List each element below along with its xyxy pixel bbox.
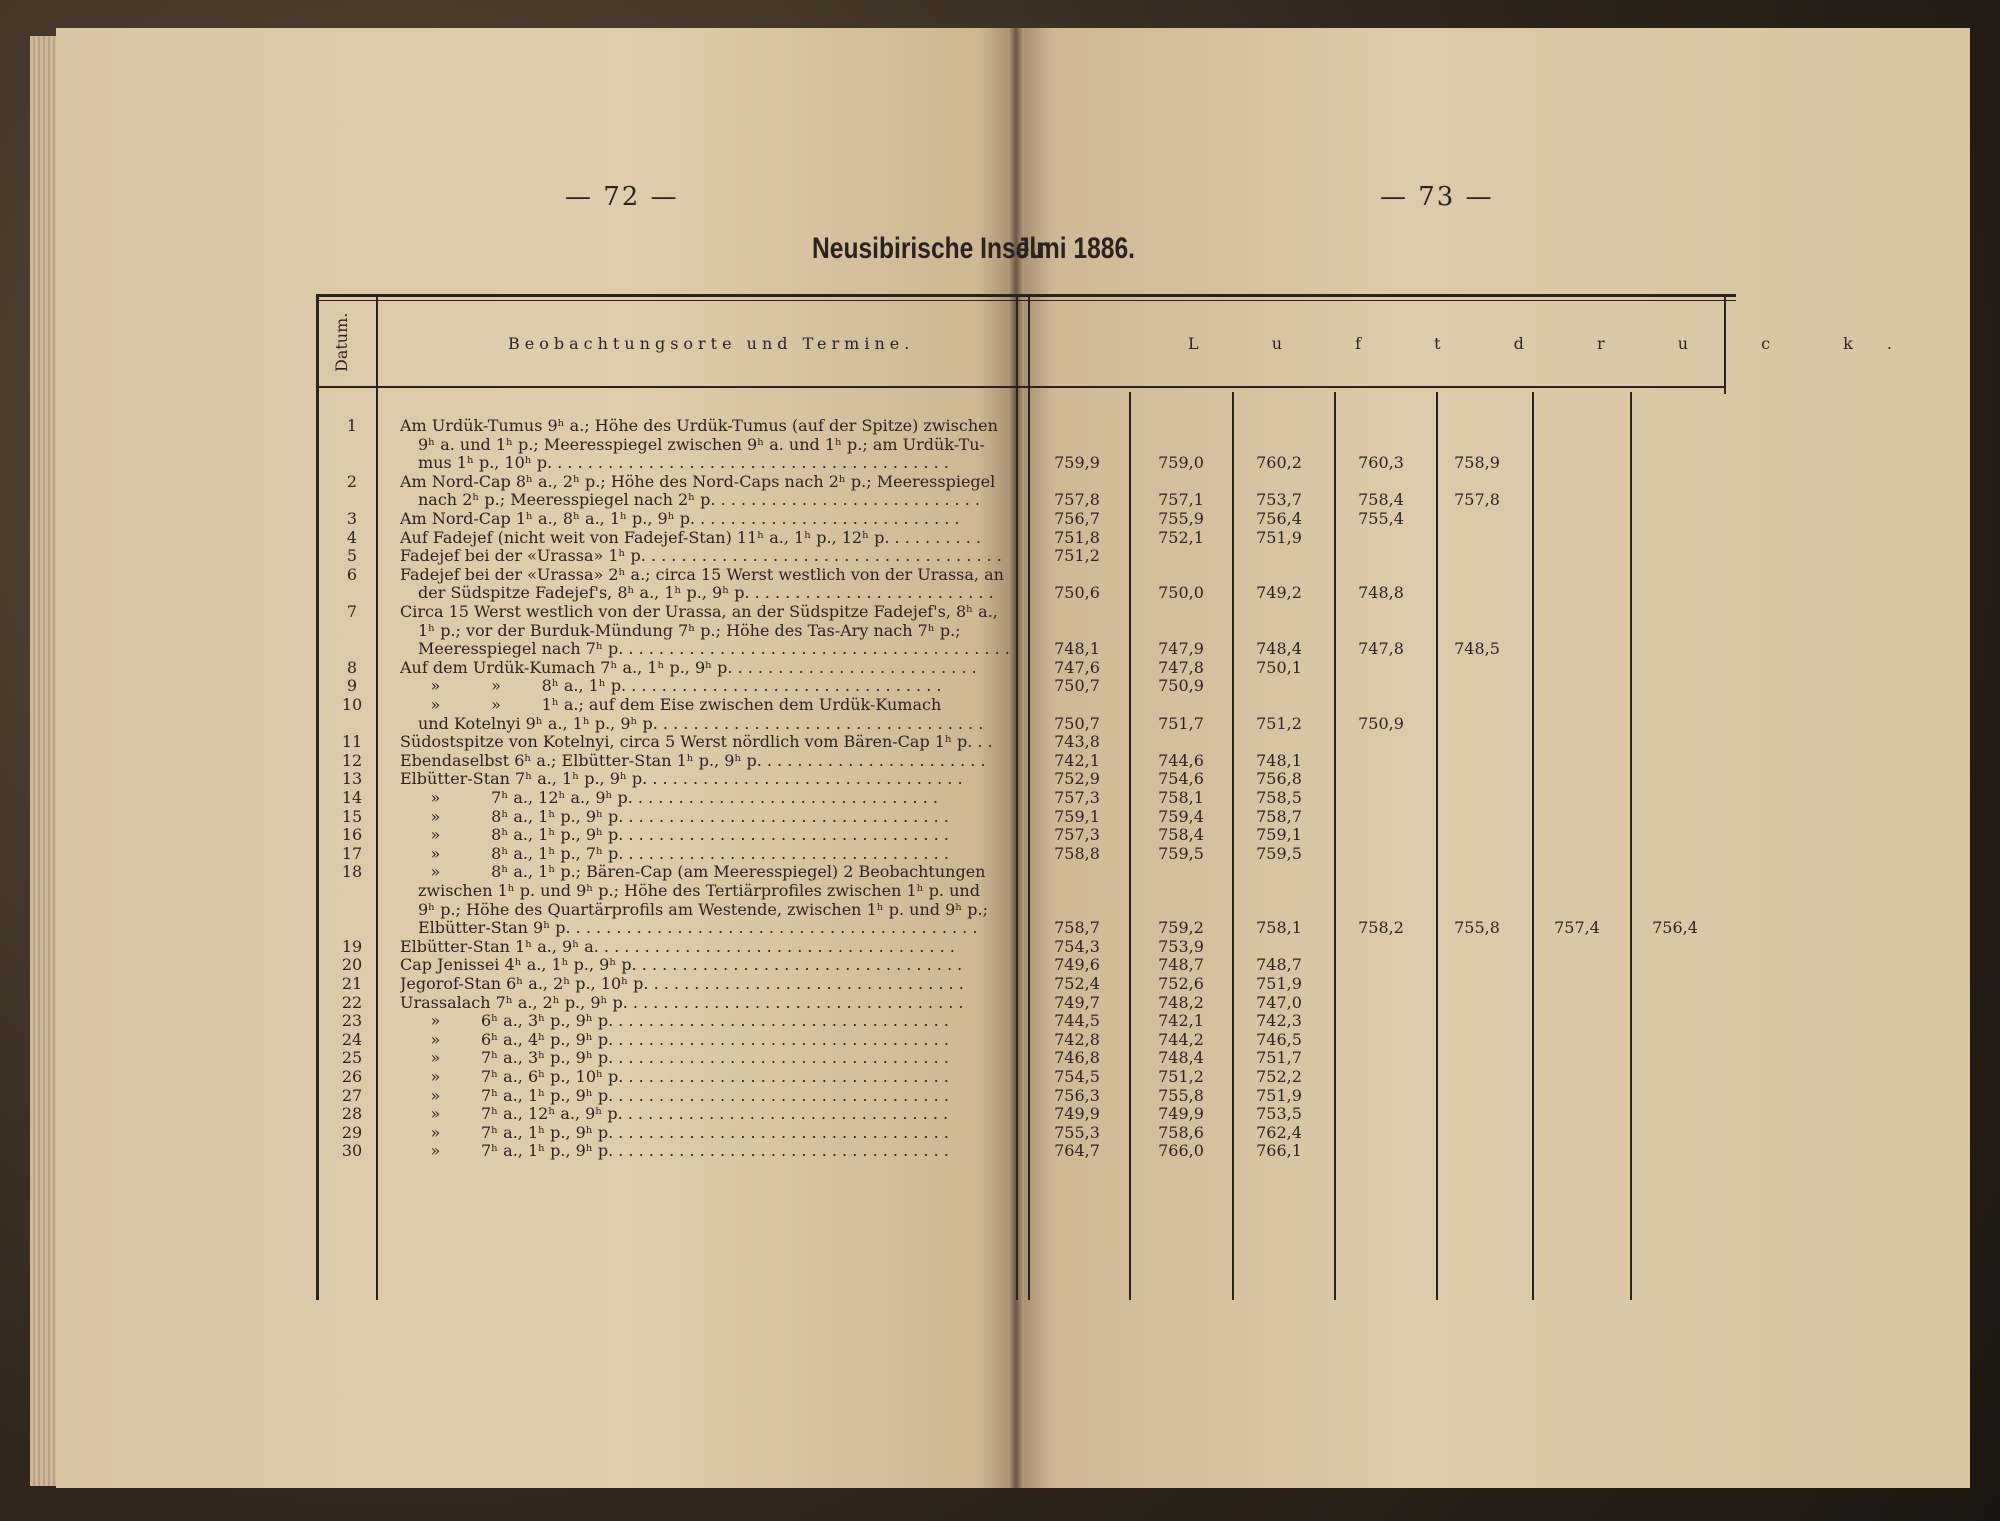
pressure-value: 755,9 [1158, 509, 1204, 528]
row-number: 18 [341, 862, 363, 882]
row-description: der Südspitze Fadejef's, 8ʰ a., 1ʰ p., 9ʰ p. . . . . . . . . . . . . . . . . . . . . . . . . [418, 583, 994, 603]
table-top-rule [316, 294, 1736, 297]
right-page-title: Juni 1886. [1016, 232, 1135, 265]
pressure-value: 752,1 [1158, 527, 1204, 547]
row-number: 21 [341, 974, 363, 993]
row-description: Fadejef bei der «Urassa» 2ʰ a.; circa 15 Werst westlich von der Urassa, an [400, 564, 1004, 584]
row-description: » 7ʰ a., 12ʰ a., 9ʰ p. . . . . . . . . . . . . . . . . . . . . . . . . . . . . . . [400, 788, 938, 807]
pressure-value: 746,8 [1054, 1048, 1100, 1068]
pressure-value: 764,7 [1054, 1141, 1100, 1161]
row-description: Am Nord-Cap 8ʰ a., 2ʰ p.; Höhe des Nord-Caps nach 2ʰ p.; Meeresspiegel [400, 471, 996, 491]
row-description: » 6ʰ a., 4ʰ p., 9ʰ p. . . . . . . . . . . . . . . . . . . . . . . . . . . . . . . . . . [400, 1029, 949, 1049]
row-description: Ebendaselbst 6ʰ a.; Elbütter-Stan 1ʰ p., 9ʰ p. . . . . . . . . . . . . . . . . . . . . . . [400, 750, 986, 770]
table-left-border [316, 294, 319, 1300]
pressure-value: 766,1 [1256, 1141, 1302, 1161]
row-description: » 8ʰ a., 1ʰ p., 9ʰ p. . . . . . . . . . . . . . . . . . . . . . . . . . . . . . . . . [400, 806, 949, 826]
row-number: 15 [341, 806, 363, 826]
left-page-number: — 72 — [565, 182, 679, 212]
row-description: zwischen 1ʰ p. und 9ʰ p.; Höhe des Tertiärprofiles zwischen 1ʰ p. und [418, 881, 980, 900]
pressure-value: 755,4 [1358, 509, 1404, 528]
pressure-value: 758,9 [1454, 453, 1500, 473]
pressure-value: 757,3 [1054, 788, 1100, 807]
pressure-value: 756,8 [1256, 769, 1302, 789]
pressure-value: 754,3 [1054, 936, 1100, 956]
pressure-value: 750,9 [1158, 676, 1204, 696]
row-description: 1ʰ p.; vor der Burduk-Mündung 7ʰ p.; Höhe des Tas-Ary nach 7ʰ p.; [418, 620, 961, 640]
pressure-value: 747,0 [1256, 992, 1302, 1012]
pressure-value: 759,4 [1158, 806, 1204, 826]
row-description: » » 8ʰ a., 1ʰ p. . . . . . . . . . . . . . . . . . . . . . . . . . . . . . . . [400, 676, 942, 696]
row-number: 22 [341, 992, 363, 1012]
row-description: » 7ʰ a., 6ʰ p., 10ʰ p. . . . . . . . . . . . . . . . . . . . . . . . . . . . . . . . . [400, 1067, 949, 1086]
pressure-value: 742,3 [1256, 1011, 1302, 1031]
row-description: Jegorof-Stan 6ʰ a., 2ʰ p., 10ʰ p. . . . . . . . . . . . . . . . . . . . . . . . . . . . . . . . [400, 974, 964, 993]
pressure-value: 744,6 [1158, 750, 1204, 770]
row-number: 9 [346, 676, 358, 696]
row-description: Urassalach 7ʰ a., 2ʰ p., 9ʰ p. . . . . . . . . . . . . . . . . . . . . . . . . . . . . . . . . . [400, 992, 964, 1012]
pressure-value: 751,2 [1256, 713, 1302, 733]
pressure-value: 751,7 [1256, 1048, 1302, 1068]
row-description: » 6ʰ a., 3ʰ p., 9ʰ p. . . . . . . . . . . . . . . . . . . . . . . . . . . . . . . . . . [400, 1011, 949, 1031]
value-col-rule [1630, 392, 1632, 1300]
pressure-value: 748,7 [1158, 955, 1204, 975]
pressure-value: 751,2 [1054, 546, 1100, 566]
row-description: Auf dem Urdük-Kumach 7ʰ a., 1ʰ p., 9ʰ p. . . . . . . . . . . . . . . . . . . . . . . . . [400, 657, 977, 677]
pressure-value: 757,8 [1454, 490, 1500, 510]
row-description: Am Nord-Cap 1ʰ a., 8ʰ a., 1ʰ p., 9ʰ p. . . . . . . . . . . . . . . . . . . . . . . . . . . [400, 509, 960, 528]
pressure-value: 747,8 [1358, 639, 1404, 659]
pressure-value: 758,5 [1256, 788, 1302, 807]
row-description: » » 1ʰ a.; auf dem Eise zwischen dem Urdük-Kumach [400, 695, 942, 714]
pressure-value: 753,9 [1158, 936, 1204, 956]
pressure-value: 756,3 [1054, 1085, 1100, 1105]
pressure-value: 751,9 [1256, 527, 1302, 547]
row-description: » 8ʰ a., 1ʰ p., 9ʰ p. . . . . . . . . . . . . . . . . . . . . . . . . . . . . . . . . [400, 825, 949, 845]
pressure-value: 759,2 [1158, 918, 1204, 938]
pressure-value: 757,8 [1054, 490, 1100, 510]
pressure-value: 751,2 [1158, 1067, 1204, 1086]
pressure-value: 756,4 [1256, 509, 1302, 528]
pressure-value: 751,9 [1256, 974, 1302, 993]
pressure-value: 758,8 [1054, 843, 1100, 863]
pressure-value: 751,7 [1158, 713, 1204, 733]
pressure-value: 757,3 [1054, 825, 1100, 845]
row-description: Elbütter-Stan 7ʰ a., 1ʰ p., 9ʰ p. . . . . . . . . . . . . . . . . . . . . . . . . . . . . . . . [400, 769, 963, 789]
pressure-value: 756,7 [1054, 509, 1100, 528]
pressure-value: 748,8 [1358, 583, 1404, 603]
pressure-value: 750,0 [1158, 583, 1204, 603]
row-number: 19 [341, 936, 363, 956]
pressure-value: 762,4 [1256, 1122, 1302, 1142]
pressure-value: 748,4 [1256, 639, 1302, 659]
row-number: 8 [346, 657, 358, 677]
pressure-value: 759,5 [1158, 843, 1204, 863]
pressure-value: 749,7 [1054, 992, 1100, 1012]
pressure-value: 749,9 [1158, 1104, 1204, 1124]
row-description: Fadejef bei der «Urassa» 1ʰ p. . . . . . . . . . . . . . . . . . . . . . . . . . . . . . . . . . . . [400, 546, 1002, 566]
row-number: 2 [346, 471, 358, 491]
row-description: Meeresspiegel nach 7ʰ p. . . . . . . . . . . . . . . . . . . . . . . . . . . . . . . . . . . . . . . [418, 639, 1010, 659]
value-col-rule [1129, 392, 1131, 1300]
pressure-value: 756,4 [1652, 918, 1698, 938]
pressure-value: 749,6 [1054, 955, 1100, 975]
pressure-value: 760,3 [1358, 453, 1404, 473]
row-number: 17 [341, 843, 363, 863]
row-description: Am Urdük-Tumus 9ʰ a.; Höhe des Urdük-Tumus (auf der Spitze) zwischen [400, 416, 998, 435]
row-number: 7 [346, 602, 358, 621]
row-number: 20 [341, 955, 363, 975]
pressure-value: 749,2 [1256, 583, 1302, 603]
row-number: 29 [341, 1122, 363, 1142]
row-description: » 7ʰ a., 3ʰ p., 9ʰ p. . . . . . . . . . . . . . . . . . . . . . . . . . . . . . . . . . [400, 1048, 949, 1068]
pressure-value: 755,8 [1158, 1085, 1204, 1105]
row-number: 27 [341, 1085, 363, 1105]
pressure-value: 742,8 [1054, 1029, 1100, 1049]
pressure-value: 752,2 [1256, 1067, 1302, 1086]
pressure-value: 754,5 [1054, 1067, 1100, 1086]
row-description: » 8ʰ a., 1ʰ p., 7ʰ p. . . . . . . . . . . . . . . . . . . . . . . . . . . . . . . . . [400, 843, 949, 863]
pressure-value: 748,5 [1454, 639, 1500, 659]
row-description: Elbütter-Stan 9ʰ p. . . . . . . . . . . . . . . . . . . . . . . . . . . . . . . . . . . . . . . . . [418, 918, 978, 938]
pressure-value: 755,3 [1054, 1122, 1100, 1142]
pressure-value: 759,5 [1256, 843, 1302, 863]
left-page-title: Neusibirische Inseln [812, 232, 1052, 265]
header-bottom-rule [316, 386, 1726, 388]
row-description: Auf Fadejef (nicht weit von Fadejef-Stan) 11ʰ a., 1ʰ p., 12ʰ p. . . . . . . . . . [400, 527, 981, 547]
row-description: Circa 15 Werst westlich von der Urassa, an der Südspitze Fadejef's, 8ʰ a., [400, 602, 998, 621]
pressure-value: 746,5 [1256, 1029, 1302, 1049]
row-number: 11 [341, 732, 363, 752]
pressure-value: 757,1 [1158, 490, 1204, 510]
pressure-value: 758,2 [1358, 918, 1404, 938]
row-number: 30 [341, 1141, 363, 1161]
pressure-value: 758,1 [1158, 788, 1204, 807]
pressure-value: 747,8 [1158, 657, 1204, 677]
row-description: Cap Jenissei 4ʰ a., 1ʰ p., 9ʰ p. . . . . . . . . . . . . . . . . . . . . . . . . . . . . . . . . [400, 955, 963, 975]
luftdruck-header: L u f t d r u c k. [1188, 334, 1926, 353]
row-number: 26 [341, 1067, 363, 1086]
row-number: 23 [341, 1011, 363, 1031]
row-description: » 7ʰ a., 1ʰ p., 9ʰ p. . . . . . . . . . . . . . . . . . . . . . . . . . . . . . . . . . [400, 1122, 949, 1142]
pressure-value: 750,7 [1054, 676, 1100, 696]
orte-header: Beobachtungsorte und Termine. [508, 334, 915, 353]
pressure-value: 758,7 [1054, 918, 1100, 938]
row-number: 25 [341, 1048, 363, 1068]
pressure-value: 760,2 [1256, 453, 1302, 473]
row-number: 12 [341, 750, 363, 770]
row-number: 28 [341, 1104, 363, 1124]
pressure-value: 750,1 [1256, 657, 1302, 677]
row-number: 14 [341, 788, 363, 807]
pressure-value: 759,0 [1158, 453, 1204, 473]
pressure-value: 748,7 [1256, 955, 1302, 975]
row-number: 1 [346, 416, 358, 435]
row-description: Elbütter-Stan 1ʰ a., 9ʰ a. . . . . . . . . . . . . . . . . . . . . . . . . . . . . . . . . . . . [400, 936, 955, 956]
row-description: » 7ʰ a., 1ʰ p., 9ʰ p. . . . . . . . . . . . . . . . . . . . . . . . . . . . . . . . . . [400, 1085, 949, 1105]
row-description: mus 1ʰ p., 10ʰ p. . . . . . . . . . . . . . . . . . . . . . . . . . . . . . . . . . . . . . . . [418, 453, 949, 473]
row-number: 13 [341, 769, 363, 789]
pressure-value: 747,9 [1158, 639, 1204, 659]
pressure-value: 757,4 [1554, 918, 1600, 938]
pressure-value: 758,4 [1358, 490, 1404, 510]
pressure-value: 752,9 [1054, 769, 1100, 789]
pressure-value: 758,6 [1158, 1122, 1204, 1142]
row-description: und Kotelnyi 9ʰ a., 1ʰ p., 9ʰ p. . . . . . . . . . . . . . . . . . . . . . . . . . . . . . . . . [418, 713, 984, 733]
pressure-value: 742,1 [1158, 1011, 1204, 1031]
pressure-value: 742,1 [1054, 750, 1100, 770]
pressure-value: 751,9 [1256, 1085, 1302, 1105]
pressure-value: 744,5 [1054, 1011, 1100, 1031]
pressure-value: 751,8 [1054, 527, 1100, 547]
pressure-value: 759,9 [1054, 453, 1100, 473]
row-description: nach 2ʰ p.; Meeresspiegel nach 2ʰ p. . . . . . . . . . . . . . . . . . . . . . . . . . . [418, 490, 980, 510]
pressure-value: 758,1 [1256, 918, 1302, 938]
pressure-value: 759,1 [1256, 825, 1302, 845]
pressure-value: 744,2 [1158, 1029, 1204, 1049]
pressure-value: 753,5 [1256, 1104, 1302, 1124]
row-description: 9ʰ p.; Höhe des Quartärprofils am Westende, zwischen 1ʰ p. und 9ʰ p.; [418, 899, 989, 919]
pressure-value: 743,8 [1054, 732, 1100, 752]
row-number: 3 [346, 509, 358, 528]
row-number: 24 [341, 1029, 363, 1049]
pressure-value: 758,7 [1256, 806, 1302, 826]
pressure-value: 759,1 [1054, 806, 1100, 826]
value-col-rule [1532, 392, 1534, 1300]
pressure-value: 750,9 [1358, 713, 1404, 733]
row-number: 5 [346, 546, 358, 566]
pressure-value: 749,9 [1054, 1104, 1100, 1124]
value-col-rule [1436, 392, 1438, 1300]
pressure-value: 755,8 [1454, 918, 1500, 938]
row-description: Südostspitze von Kotelnyi, circa 5 Werst nördlich vom Bären-Cap 1ʰ p. . . [400, 732, 993, 752]
row-description: » 7ʰ a., 1ʰ p., 9ʰ p. . . . . . . . . . . . . . . . . . . . . . . . . . . . . . . . . . [400, 1141, 949, 1161]
pressure-value: 752,6 [1158, 974, 1204, 993]
datum-header: Datum. [332, 312, 351, 372]
pressure-value: 754,6 [1158, 769, 1204, 789]
row-number: 4 [346, 527, 358, 547]
row-number: 6 [346, 564, 358, 584]
row-description: 9ʰ a. und 1ʰ p.; Meeresspiegel zwischen 9ʰ a. und 1ʰ p.; am Urdük-Tu- [418, 434, 985, 454]
row-description: » 7ʰ a., 12ʰ a., 9ʰ p. . . . . . . . . . . . . . . . . . . . . . . . . . . . . . . . . [400, 1104, 949, 1124]
row-number: 16 [341, 825, 363, 845]
pressure-value: 752,4 [1054, 974, 1100, 993]
pressure-value: 748,4 [1158, 1048, 1204, 1068]
pressure-value: 748,2 [1158, 992, 1204, 1012]
pressure-value: 748,1 [1256, 750, 1302, 770]
pressure-value: 753,7 [1256, 490, 1302, 510]
pressure-value: 758,4 [1158, 825, 1204, 845]
pressure-value: 747,6 [1054, 657, 1100, 677]
right-page-number: — 73 — [1380, 182, 1494, 212]
value-col-rule [1334, 392, 1336, 1300]
pressure-value: 766,0 [1158, 1141, 1204, 1161]
pressure-value: 748,1 [1054, 639, 1100, 659]
row-number: 10 [341, 695, 363, 714]
pressure-value: 750,7 [1054, 713, 1100, 733]
table-top-rule-thin [316, 300, 1736, 301]
row-description: » 8ʰ a., 1ʰ p.; Bären-Cap (am Meeresspiegel) 2 Beobachtungen [400, 862, 986, 882]
pressure-value: 750,6 [1054, 583, 1100, 603]
